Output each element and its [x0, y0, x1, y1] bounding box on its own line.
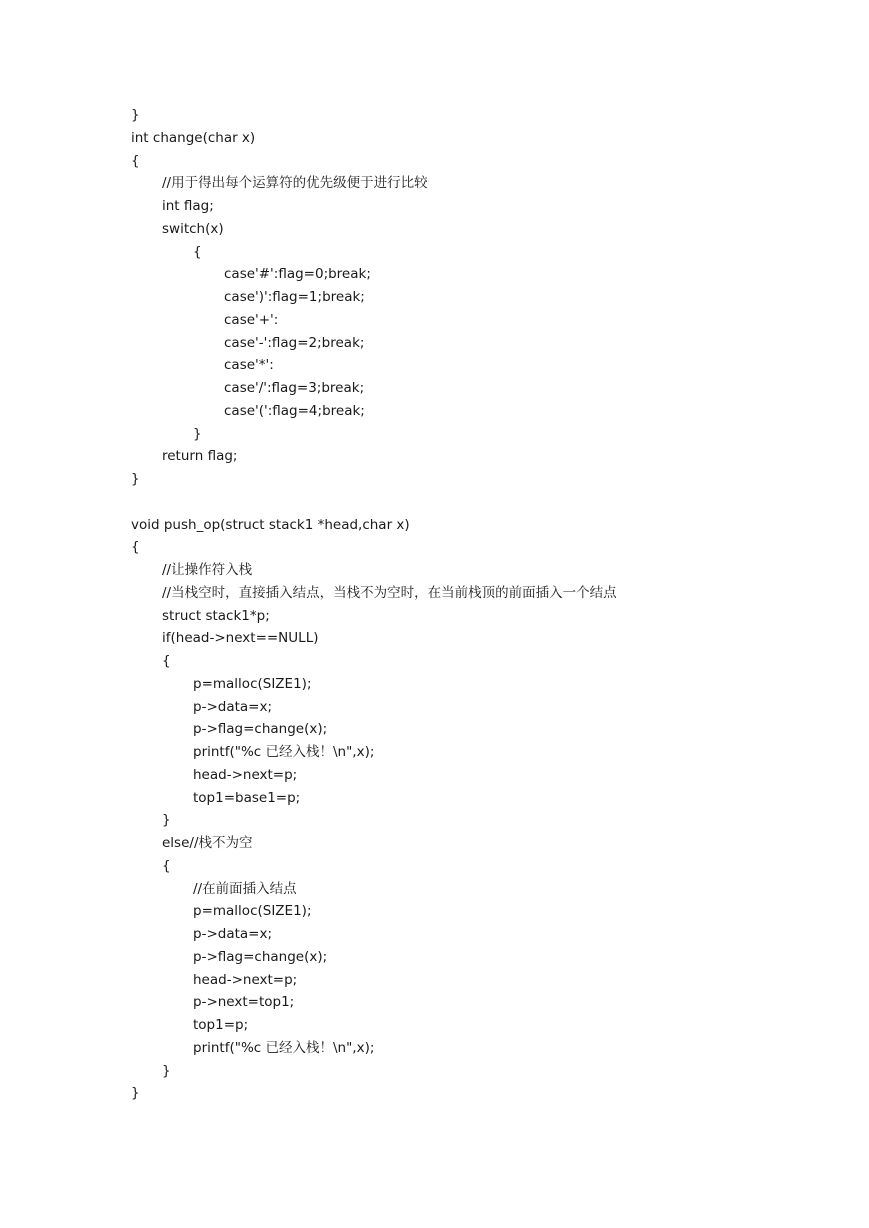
code-line: top1=p;	[193, 1017, 249, 1033]
code-line: {	[131, 539, 140, 556]
code-line: struct stack1*p;	[162, 607, 270, 624]
code-line: case'+':	[224, 311, 279, 328]
code-line: void push_op(struct stack1 *head,char x)	[131, 516, 410, 533]
code-line: p=malloc(SIZE1);	[193, 675, 312, 692]
code-line: //用于得出每个运算符的优先级便于进行比较	[162, 175, 428, 192]
code-line: //在前面插入结点	[193, 880, 297, 897]
code-line: p->flag=change(x);	[193, 948, 328, 965]
code-line: }	[193, 425, 202, 442]
code-line: case')':flag=1;break;	[224, 289, 365, 305]
code-line: }	[131, 107, 140, 123]
code-line: //让操作符入栈	[162, 562, 253, 578]
code-line: case'*':	[224, 357, 274, 374]
code-line: head->next=p;	[193, 971, 298, 988]
code-block	[131, 104, 617, 1105]
blank-line	[131, 491, 617, 514]
code-line: }	[162, 1062, 171, 1079]
code-line: case'#':flag=0;break;	[224, 266, 371, 283]
code-line: int flag;	[162, 198, 214, 214]
code-line: {	[162, 653, 171, 669]
code-line: else//栈不为空	[162, 835, 253, 851]
code-line: top1=base1=p;	[193, 789, 301, 806]
code-line: case'-':flag=2;break;	[224, 334, 365, 351]
code-line: case'(':flag=4;break;	[224, 402, 365, 419]
code-line: p->next=top1;	[193, 994, 295, 1011]
code-line: printf("%c 已经入栈！\n",x);	[193, 744, 375, 760]
code-line: p->data=x;	[193, 698, 273, 715]
code-line: {	[131, 152, 140, 169]
code-line: switch(x)	[162, 220, 224, 237]
code-line: p->data=x;	[193, 926, 273, 942]
code-line: int change(char x)	[131, 129, 256, 146]
code-line: p->flag=change(x);	[193, 721, 328, 738]
code-line: case'/':flag=3;break;	[224, 380, 365, 396]
code-line: if(head->next==NULL)	[162, 630, 319, 647]
code-line: p=malloc(SIZE1);	[193, 903, 312, 920]
code-line: }	[131, 1085, 140, 1102]
code-line: {	[193, 243, 202, 260]
code-line: {	[162, 857, 171, 874]
code-line: return flag;	[162, 448, 238, 465]
code-line: }	[162, 812, 171, 829]
code-line: head->next=p;	[193, 766, 298, 783]
code-line: printf("%c 已经入栈！\n",x);	[193, 1039, 375, 1056]
code-line: //当栈空时，直接插入结点，当栈不为空时，在当前栈顶的前面插入一个结点	[162, 584, 617, 601]
code-line: }	[131, 471, 140, 487]
